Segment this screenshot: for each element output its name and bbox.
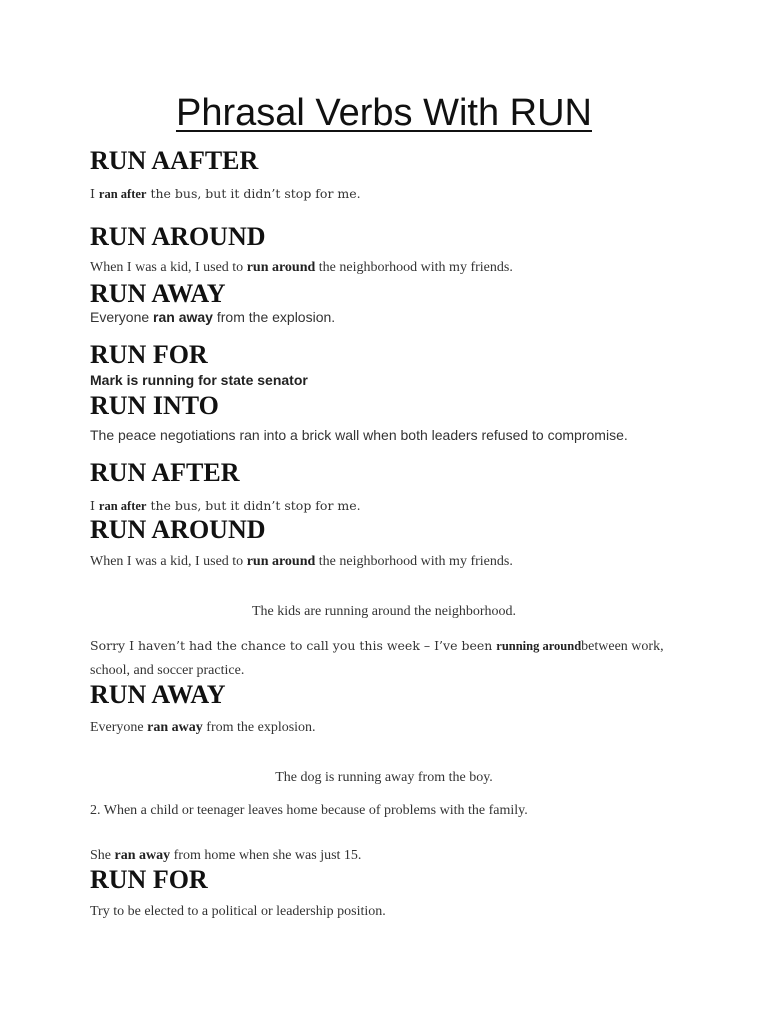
example-sentence: When I was a kid, I used to run around the neighborhood with my friends. — [90, 554, 513, 569]
page-title: Phrasal Verbs With RUN — [175, 92, 592, 134]
centered-example: The dog is running away from the boy. — [275, 770, 493, 785]
example-sentence: I ran after the bus, but it didn’t stop for me. — [90, 186, 361, 201]
centered-example: The kids are running around the neighborhood. — [252, 604, 516, 619]
example-sentence: Everyone ran away from the explosion. — [90, 720, 316, 735]
example-sentence: I ran after the bus, but it didn’t stop for me. — [90, 498, 361, 513]
section-heading: RUN INTO — [90, 391, 219, 420]
section-heading: RUN AWAY — [90, 680, 226, 709]
example-sentence: Mark is running for state senator — [90, 372, 308, 388]
example-sentence: The peace negotiations ran into a brick wall when both leaders refused to compromise. — [90, 427, 628, 443]
definition: 2. When a child or teenager leaves home because of problems with the family. — [90, 803, 528, 818]
section-heading: RUN AWAY — [90, 279, 226, 308]
section-heading: RUN AROUND — [90, 222, 266, 251]
example-sentence-continued: school, and soccer practice. — [90, 663, 245, 678]
definition: Try to be elected to a political or leadership position. — [90, 904, 386, 919]
section-heading: RUN FOR — [90, 865, 208, 894]
section-heading: RUN FOR — [90, 340, 208, 369]
example-sentence: Everyone ran away from the explosion. — [90, 309, 336, 325]
section-heading: RUN AFTER — [90, 458, 240, 487]
section-heading: RUN AROUND — [90, 515, 266, 544]
example-sentence: Sorry I haven’t had the chance to call you this week – I’ve been running aroundbetween work, — [90, 638, 664, 654]
section-heading: RUN AAFTER — [90, 146, 259, 175]
example-sentence: She ran away from home when she was just 15. — [90, 848, 362, 863]
example-sentence: When I was a kid, I used to run around the neighborhood with my friends. — [90, 260, 513, 275]
